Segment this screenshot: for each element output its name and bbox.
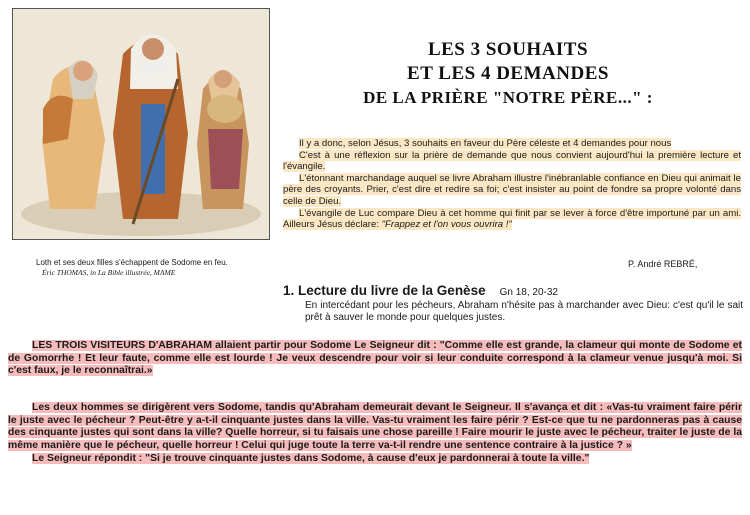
lecture-summary: En intercédant pour les pécheurs, Abraham n'hésite pas à marchander avec Dieu: c'est qu'il le sait prêt à sauver le monde pour quelques justes. — [305, 300, 743, 323]
intro-paragraph-4: L'évangile de Luc compare Dieu à cet homme qui finit par se lever à force d'être importuné par un ami. Ailleurs Jésus déclare: — [283, 207, 741, 231]
reading-paragraph-3: Le Seigneur répondit : "Si je trouve cinquante justes dans Sodome, à cause d'eux je pardonnerai à toute la ville." — [32, 452, 590, 464]
title-line-2: ET LES 4 DEMANDES — [407, 63, 609, 84]
page-title — [308, 38, 708, 110]
lecture-reference: Gn 18, 20-32 — [499, 287, 558, 298]
reading-paragraph-2: Les deux hommes se dirigèrent vers Sodome, tandis qu'Abraham demeurait devant le Seigneur. Il s'avança et dit : «Vas-tu vraiment faire périr le juste avec le pécheur ? Peut-être y a-t-il cinquante justes dans la ville. Vas-tu vraiment les faire périr ? Est-ce que tu ne pardonneras pas à cause des cinquante justes qui sont dans la ville? Quelle horreur, si tu faisais une chose pareille ! Faire mourir le juste avec le pécheur, traiter le juste de la même manière que le pécheur, quelle horreur ! Celui qui juge toute la terre va-t-il rendre une sentence contraire à la justice ? » — [8, 402, 742, 452]
intro-paragraph-1: Il y a donc, selon Jésus, 3 souhaits en faveur du Père céleste et 4 demandes pour nous — [299, 138, 672, 149]
illustration-caption — [36, 258, 286, 278]
intro-text — [283, 138, 741, 231]
illustration-drawing — [13, 9, 269, 239]
reading-block-1 — [8, 340, 742, 378]
title-line-1: LES 3 SOUHAITS — [427, 39, 589, 60]
illustration-lot-fleeing — [12, 8, 270, 240]
intro-paragraph-3: L'étonnant marchandage auquel se livre Abraham illustre l'inébranlable confiance en Dieu qui animait le père des croyants. Prier, c'est dire et redire sa foi; c'est insister au point de fondre sa propre volonté dans celle de Dieu. — [283, 172, 741, 207]
lecture-heading: 1. Lecture du livre de la Genèse — [283, 283, 486, 298]
intro-quote: "Frappez et l'on vous ouvrira !" — [381, 219, 512, 231]
intro-paragraph-2: C'est à une réflexion sur la prière de demande que nous convient aujourd'hui la première lecture et l'évangile. — [283, 149, 741, 173]
lecture-section — [283, 283, 743, 324]
signature: P. André REBRÉ, — [628, 259, 698, 269]
reading-block-2 — [8, 402, 742, 466]
caption-credit: Éric THOMAS, in La Bible illustrée, MAME — [42, 268, 176, 277]
caption-text: Loth et ses deux filles s'échappent de Sodome en feu. — [36, 258, 228, 267]
title-line-3: DE LA PRIÈRE "NOTRE PÈRE..." : — [363, 88, 653, 107]
reading-paragraph-1: LES TROIS VISITEURS D'ABRAHAM allaient partir pour Sodome Le Seigneur dit : "Comme elle est grande, la clameur qui monte de Sodome et de Gomorrhe ! Et leur faute, comme elle est lourde ! Je veux descendre pour voir si leur conduite correspond à la clameur venue jusqu'à moi. Si c'est faux, je le reconnaîtrai.» — [8, 340, 742, 377]
